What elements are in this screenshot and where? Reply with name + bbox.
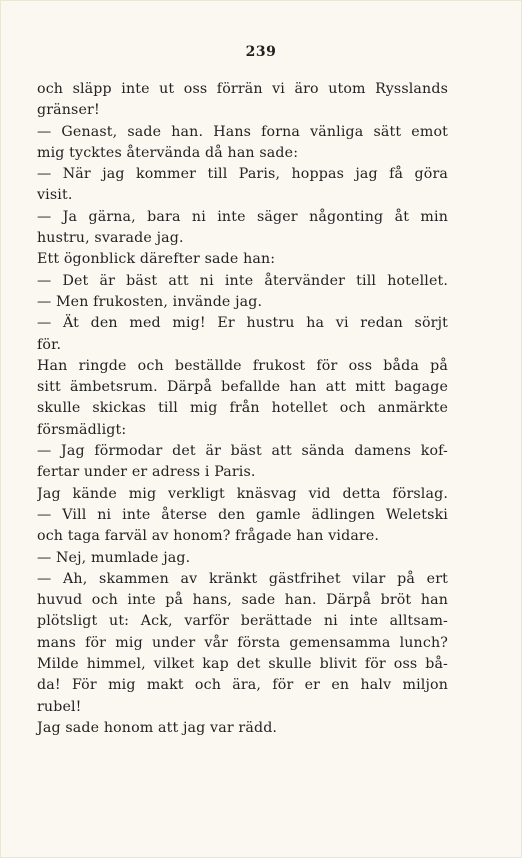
page-number: 239 xyxy=(245,44,277,60)
text-line: huvud och inte på hans, sade han. Därpå bröt han xyxy=(37,592,448,609)
text-line: — Ah, skammen av kränkt gästfrihet vilar på ert xyxy=(37,570,448,587)
text-line: da! För mig makt och ära, för er en halv miljon xyxy=(37,677,448,694)
text-line: — När jag kommer till Paris, hoppas jag få göra xyxy=(37,166,448,183)
text-line: Ett ögonblick därefter sade han: xyxy=(37,251,276,268)
text-line: Jag sade honom att jag var rädd. xyxy=(37,719,278,736)
text-line: och taga farväl av honom? frågade han vidare. xyxy=(37,528,380,545)
text-line: — Genast, sade han. Hans forna vänliga sätt emot xyxy=(37,123,448,140)
text-line: och släpp inte ut oss förrän vi äro utom Rysslands xyxy=(37,81,448,97)
text-line: skulle skickas till mig från hotellet och anmärkte xyxy=(37,400,448,417)
text-line: visit. xyxy=(37,187,73,204)
body-text xyxy=(37,79,448,739)
text-line: hustru, svarade jag. xyxy=(37,230,184,247)
text-line: sitt ämbetsrum. Därpå befallde han att mitt bagage xyxy=(37,379,448,396)
text-line: — Nej, mumlade jag. xyxy=(37,549,191,566)
text-line: plötsligt ut: Ack, varför berättade ni inte alltsam- xyxy=(37,613,448,630)
text-line: Han ringde och beställde frukost för oss båda på xyxy=(37,357,448,374)
text-line: Milde himmel, vilket kap det skulle blivit för oss bå- xyxy=(37,656,448,673)
text-line: — Ät den med mig! Er hustru ha vi redan sörjt xyxy=(37,315,448,332)
text-line: — Men frukosten, invände jag. xyxy=(37,293,263,310)
text-line: mig tycktes återvända då han sade: xyxy=(37,144,299,161)
text-line: rubel! xyxy=(37,698,82,715)
text-line: — Ja gärna, bara ni inte säger någonting åt min xyxy=(37,208,448,225)
text-line: — Det är bäst att ni inte återvänder till hotellet. xyxy=(37,272,448,289)
text-line: försmädligt: xyxy=(37,421,127,438)
text-line: gränser! xyxy=(37,102,100,119)
text-line: för. xyxy=(37,336,62,353)
text-line: — Vill ni inte återse den gamle ädlingen Weletski xyxy=(37,506,448,523)
text-line: fertar under er adress i Paris. xyxy=(37,464,256,481)
text-line: Jag kände mig verkligt knäsvag vid detta förslag. xyxy=(37,485,448,502)
text-line: — Jag förmodar det är bäst att sända damens kof- xyxy=(37,443,448,460)
text-line: mans för mig under vår första gemensamma lunch? xyxy=(37,634,448,651)
